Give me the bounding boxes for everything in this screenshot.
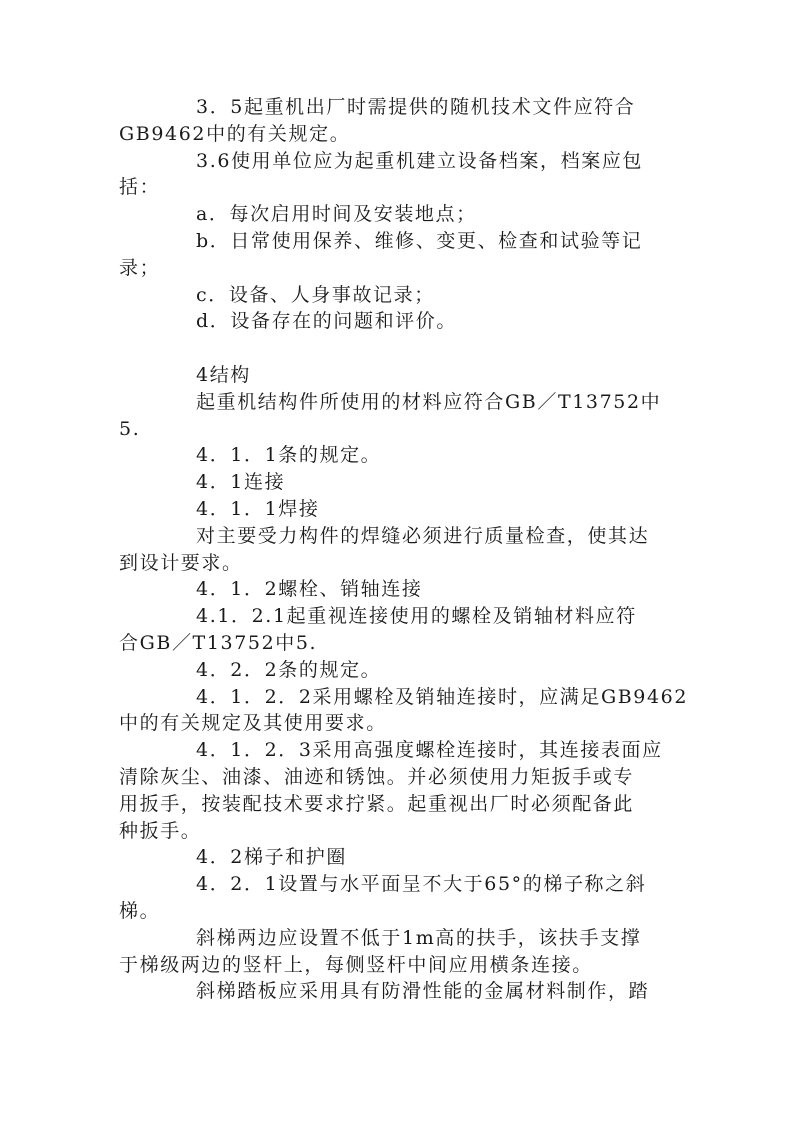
paragraph-4-1-2-3: 4．1．2．3采用高强度螺栓连接时，其连接表面应	[196, 739, 663, 762]
section-heading-4-1-2: 4．1．2螺栓、销轴连接	[196, 578, 423, 601]
paragraph-4-1-2-2: 4．1．2．2采用螺栓及销轴连接时，应满足GB9462	[196, 685, 689, 708]
blank-line	[119, 335, 659, 362]
paragraph-4-intro: 起重机结构件所使用的材料应符合GB／T13752中	[196, 390, 662, 413]
paragraph-4-1-2-3-cont-1: 清除灰尘、油漆、油迹和锈蚀。并必须使用力矩扳手或专	[119, 765, 635, 788]
paragraph-4-1-2-2-cont: 中的有关规定及其使用要求。	[119, 712, 387, 735]
paragraph-welding-cont: 到设计要求。	[119, 551, 243, 574]
paragraph-handrail-cont: 于梯级两边的竖杆上，每侧竖杆中间应用横条连接。	[119, 953, 593, 976]
section-heading-4-1: 4．1连接	[196, 471, 286, 494]
list-item-c: c．设备、人身事故记录；	[196, 283, 435, 306]
document-page	[119, 94, 689, 1005]
paragraph-4-1-2-3-cont-3: 种扳手。	[119, 819, 202, 842]
list-item-a: a．每次启用时间及安装地点；	[196, 203, 477, 226]
section-heading-4-1-1: 4．1．1焊接	[196, 497, 320, 520]
paragraph-3-6-cont: 括：	[119, 176, 161, 199]
list-item-d: d．设备存在的问题和评价。	[196, 310, 457, 333]
paragraph-4-2-1: 4．2．1设置与水平面呈不大于65°的梯子称之斜	[196, 873, 647, 896]
paragraph-tread: 斜梯踏板应采用具有防滑性能的金属材料制作，踏	[196, 980, 650, 1003]
paragraph-welding: 对主要受力构件的焊缝必须进行质量检查，使其达	[196, 524, 650, 547]
paragraph-3-5: 3．5起重机出厂时需提供的随机技术文件应符合	[196, 96, 636, 118]
paragraph-4-1-2-1: 4.1．2.1起重视连接使用的螺栓及销轴材料应符	[196, 605, 637, 628]
paragraph-4-2-2-rule: 4．2．2条的规定。	[196, 658, 382, 681]
paragraph-4-1-2-1-cont: 合GB／T13752中5.	[119, 631, 318, 654]
paragraph-3-6: 3.6使用单位应为起重机建立设备档案，档案应包	[196, 149, 644, 172]
paragraph-3-5-cont: GB9462中的有关规定。	[119, 122, 351, 145]
paragraph-4-1-2-3-cont-2: 用扳手，按装配技术要求拧紧。起重视出厂时必须配备此	[119, 792, 635, 815]
paragraph-4-intro-cont: 5.	[119, 417, 141, 440]
paragraph-4-1-1-rule: 4．1．1条的规定。	[196, 444, 382, 467]
paragraph-4-2-1-cont: 梯。	[119, 899, 161, 922]
section-heading-4-2: 4．2梯子和护圈	[196, 846, 347, 869]
paragraph-handrail: 斜梯两边应设置不低于1m高的扶手，该扶手支撑	[196, 926, 642, 949]
list-item-b-cont: 录；	[119, 256, 161, 279]
section-heading-4: 4结构	[196, 363, 251, 386]
list-item-b: b．日常使用保养、维修、变更、检查和试验等记	[196, 229, 643, 252]
